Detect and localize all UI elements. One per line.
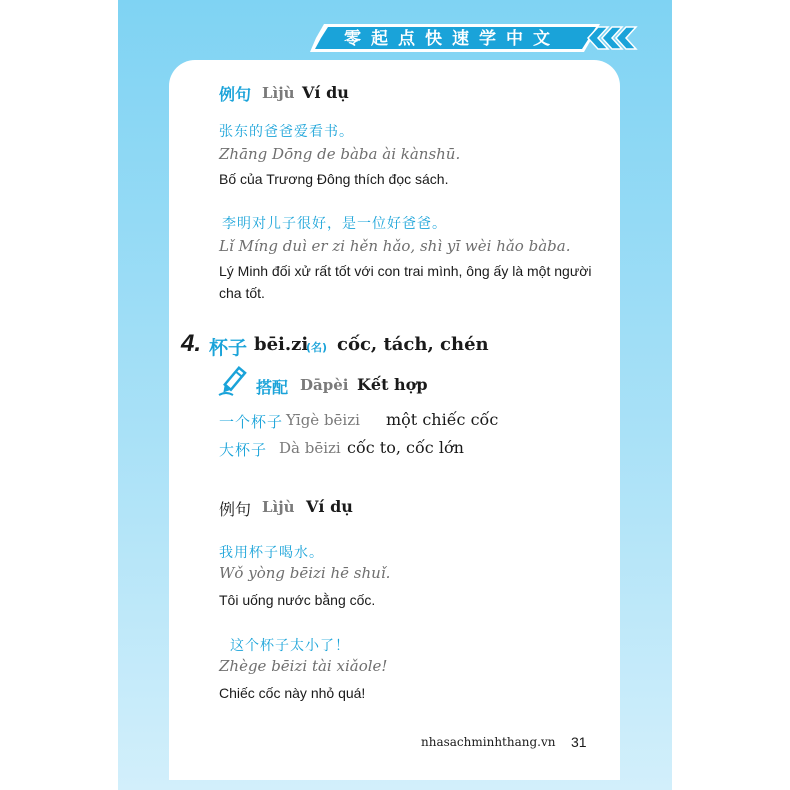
collocation-label-vi: Kết hợp xyxy=(357,375,428,394)
example-pinyin: Lǐ Míng duì er zi hěn hǎo, shì yī wèi hǎo bàba. xyxy=(219,237,571,255)
collocation-chinese: 大杯子 xyxy=(219,441,268,459)
example-translation: Chiếc cốc này nhỏ quá! xyxy=(219,685,366,701)
examples-label-vi: Ví dụ xyxy=(302,83,349,102)
example-chinese: 这个杯子太小了！ xyxy=(230,638,350,654)
word-pinyin: bēi.zi xyxy=(254,334,309,355)
example-translation: Lý Minh đối xử rất tốt với con trai mình, ông ấy là một người cha tốt. xyxy=(219,263,592,301)
example-chinese: 张东的爸爸爱看书。 xyxy=(219,124,354,140)
example-pinyin: Zhège bēizi tài xiǎole! xyxy=(219,657,388,675)
examples-label-zh: 例句 xyxy=(219,85,252,104)
collocation-pinyin: Dà bēizi xyxy=(279,439,341,457)
word-number: 4. xyxy=(181,330,202,357)
collocation-translation: cốc to, cốc lớn xyxy=(347,438,464,457)
word-part-of-speech: (名) xyxy=(306,341,328,354)
example-chinese: 我用杯子喝水。 xyxy=(219,545,324,561)
collocation-label-pinyin: Dāpèi xyxy=(300,376,349,394)
example-chinese: 李明对儿子很好，是一位好爸爸。 xyxy=(222,216,447,232)
example-pinyin: Zhāng Dōng de bàba ài kànshū. xyxy=(219,145,461,163)
collocation-chinese: 一个杯子 xyxy=(219,413,284,431)
collocation-label-zh: 搭配 xyxy=(256,378,289,397)
example-pinyin: Wǒ yòng bēizi hē shuǐ. xyxy=(219,564,391,582)
word-meaning: cốc, tách, chén xyxy=(337,334,489,355)
examples-label-pinyin: Lìjù xyxy=(262,498,295,516)
collocation-translation: một chiếc cốc xyxy=(386,410,499,429)
example-translation: Bố của Trương Đông thích đọc sách. xyxy=(219,171,449,187)
pencil-icon xyxy=(216,364,250,398)
footer-website: nhasachminhthang.vn xyxy=(421,735,556,749)
examples-label-zh: 例句 xyxy=(219,500,252,519)
collocation-pinyin: Yīgè bēizi xyxy=(286,411,360,429)
example-translation: Tôi uống nước bằng cốc. xyxy=(219,592,376,608)
page-number: 31 xyxy=(571,734,587,750)
word-chinese: 杯子 xyxy=(209,337,248,359)
examples-label-vi: Ví dụ xyxy=(306,497,353,516)
examples-label-pinyin: Lìjù xyxy=(262,84,295,102)
header-title: 零起点快速学中文 xyxy=(344,29,560,49)
